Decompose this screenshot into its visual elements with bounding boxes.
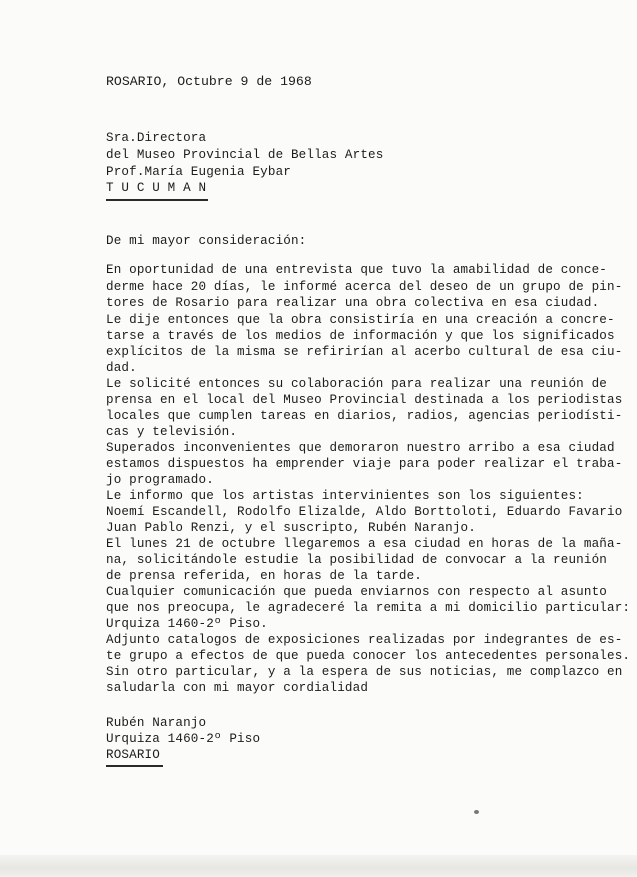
- signature-address: Urquiza 1460-2º Piso: [106, 732, 261, 746]
- body-line-18: El lunes 21 de octubre llegaremos a esa ciudad en horas de la maña-: [106, 537, 623, 551]
- body-line-3: tores de Rosario para realizar una obra colectiva en esa ciudad.: [106, 296, 600, 310]
- addressee-line-3: Prof.María Eugenia Eybar: [106, 165, 291, 179]
- body-line-2: derme hace 20 días, le informé acerca del deseo de un grupo de pin-: [106, 280, 623, 294]
- body-line-12: Superados inconvenientes que demoraron nuestro arribo a esa ciudad: [106, 441, 615, 455]
- ink-smudge: [474, 810, 479, 814]
- body-line-10: locales que cumplen tareas en diarios, radios, agencias periodísti-: [106, 409, 623, 423]
- body-line-13: estamos dispuestos ha emprender viaje para poder realizar el traba-: [106, 457, 623, 471]
- body-line-24: Adjunto catalogos de exposiciones realizadas por indegrantes de es-: [106, 633, 623, 647]
- body-line-19: na, solicitándole estudie la posibilidad de convocar a la reunión: [106, 553, 607, 567]
- signature-name: Rubén Naranjo: [106, 716, 207, 730]
- addressee-underline: [106, 199, 208, 201]
- body-line-26: Sin otro particular, y a la espera de sus noticias, me complazco en: [106, 665, 623, 679]
- body-line-17: Juan Pablo Renzi, y el suscripto, Rubén Naranjo.: [106, 521, 476, 535]
- signature-underline: [106, 765, 163, 767]
- signature-city: ROSARIO: [106, 748, 160, 762]
- body-line-1: En oportunidad de una entrevista que tuvo la amabilidad de conce-: [106, 263, 607, 277]
- body-line-21: Cualquier comunicación que pueda enviarnos con respecto al asunto: [106, 585, 607, 599]
- addressee-line-1: Sra.Directora: [106, 131, 207, 145]
- body-line-27: saludarla con mi mayor cordialidad: [106, 681, 369, 695]
- body-line-9: prensa en el local del Museo Provincial destinada a los periodistas: [106, 393, 623, 407]
- addressee-line-2: del Museo Provincial de Bellas Artes: [106, 148, 384, 162]
- salutation: De mi mayor consideración:: [106, 234, 307, 248]
- body-line-5: tarse a través de los medios de información y que los significados: [106, 329, 615, 343]
- dateline: ROSARIO, Octubre 9 de 1968: [106, 74, 312, 89]
- body-line-25: te grupo a efectos de que pueda conocer los antecedentes personales.: [106, 649, 631, 663]
- body-line-11: cas y televisión.: [106, 425, 238, 439]
- addressee-line-4: T U C U M A N: [106, 181, 207, 195]
- body-line-20: de prensa referida, en horas de la tarde.: [106, 569, 423, 583]
- body-line-16: Noemí Escandell, Rodolfo Elizalde, Aldo Borttoloti, Eduardo Favario: [106, 505, 623, 519]
- body-line-7: dad.: [106, 361, 137, 375]
- body-line-14: jo programado.: [106, 473, 214, 487]
- scan-bottom-edge: [0, 855, 637, 877]
- body-line-23: Urquiza 1460-2º Piso.: [106, 617, 268, 631]
- body-line-8: Le solicité entonces su colaboración para realizar una reunión de: [106, 377, 607, 391]
- body-line-4: Le dije entonces que la obra consistiría en una creación a concre-: [106, 313, 615, 327]
- body-line-15: Le informo que los artistas intervinientes son los siguientes:: [106, 489, 584, 503]
- body-line-6: explícitos de la misma se refirirían al acerbo cultural de esa ciu-: [106, 345, 623, 359]
- body-line-22: que nos preocupa, le agradeceré la remita a mi domicilio particular:: [106, 601, 631, 615]
